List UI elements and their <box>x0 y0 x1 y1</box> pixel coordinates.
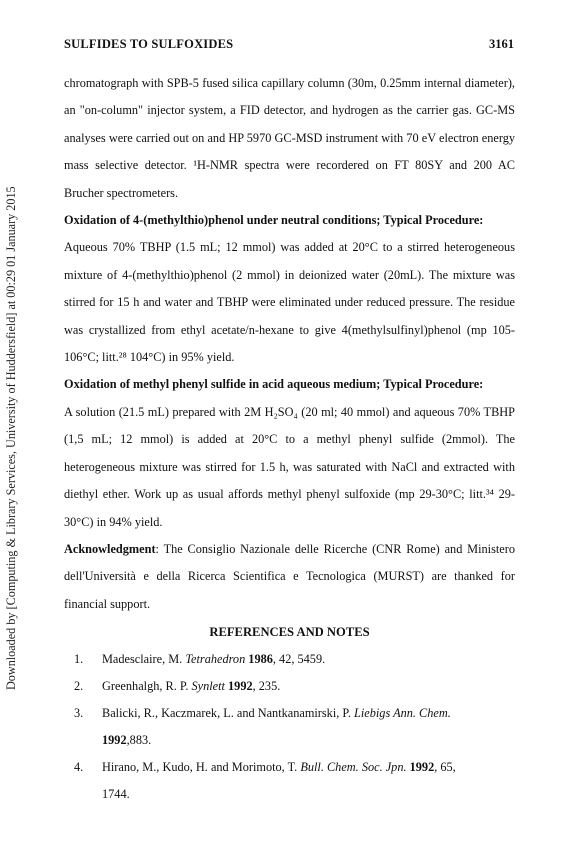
reference-year: 1992 <box>406 760 435 775</box>
reference-authors: Balicki, R., Kaczmarek, L. and Nantkanamirski, P. <box>102 706 355 721</box>
paragraph-neutral-procedure <box>64 207 515 371</box>
acknowledgment-text: : The Consiglio Nazionale delle Ricerche (CNR Rome) and Ministero dell'Università e della Ricerca Scientifica e Tecnologica (MURST) are thanked for financial support. <box>64 541 515 611</box>
reference-item <box>64 754 515 808</box>
references-title: REFERENCES AND NOTES <box>209 625 370 640</box>
reference-authors: Hirano, M., Kudo, H. and Morimoto, T. <box>102 760 301 775</box>
reference-number: 1. <box>74 652 84 667</box>
reference-item <box>64 700 515 754</box>
reference-authors: Madesclaire, M. <box>102 652 186 667</box>
article-body <box>64 70 515 808</box>
reference-year: 1992 <box>102 733 127 748</box>
reference-year: 1986 <box>245 652 273 667</box>
paragraph-acknowledgment <box>64 536 515 618</box>
references-list <box>64 646 515 808</box>
reference-number: 2. <box>74 679 84 694</box>
running-header <box>64 37 514 53</box>
reference-details: , 42, 5459. <box>272 652 326 667</box>
download-stamp: Downloaded by [Computing & Library Services, University of Huddersfield] at 00:29 01 January 2015 <box>4 186 18 690</box>
section-heading-acid: Oxidation of methyl phenyl sulfide in acid aqueous medium; Typical Procedure: <box>64 377 484 392</box>
page-number: 3161 <box>489 37 514 51</box>
reference-details: ,883. <box>126 733 152 748</box>
reference-year: 1992 <box>224 679 253 694</box>
reference-continuation: 1744. <box>102 787 130 802</box>
reference-number: 4. <box>74 760 84 775</box>
paragraph-acid-procedure <box>64 371 515 535</box>
section-heading-neutral: Oxidation of 4-(methylthio)phenol under neutral conditions; Typical Procedure: <box>64 213 484 228</box>
reference-details: , 235. <box>252 679 281 694</box>
paragraph-instrumentation: chromatograph with SPB-5 fused silica capillary column (30m, 0.25mm internal diameter), an "on-column" injector system, a FID detector, and hydrogen as the carrier gas. GC-MS analyses were carried out on and HP 5970 GC-MSD instrument with 70 eV electron energy mass selective detector. ¹H-NMR spectra were recordered on FT 80SY and 200 AC Brucher spectrometers. <box>64 76 515 200</box>
reference-journal: Bull. Chem. Soc. Jpn. <box>300 760 407 775</box>
running-head-title: SULFIDES TO SULFOXIDES <box>64 37 234 51</box>
reference-journal: Liebigs Ann. Chem. <box>354 706 451 721</box>
acknowledgment-label: Acknowledgment <box>64 541 156 556</box>
reference-continuation <box>102 727 515 754</box>
reference-journal: Tetrahedron <box>185 652 246 667</box>
acid-procedure-text: A solution (21.5 mL) prepared with 2M H₂SO₄ (20 ml; 40 mmol) and aqueous 70% TBHP (1,5 mL; 12 mmol) is added at 20°C to a methyl phenyl sulfide (2mmol). The heterogeneous mixture was stirred for 1.5 h, was saturated with NaCl and extracted with diethyl ether. Work up as usual affords methyl phenyl sulfoxide (mp 29-30°C; litt.³⁴ 29-30°C) in 94% yield. <box>64 404 515 529</box>
reference-journal: Synlett <box>191 679 225 694</box>
reference-item <box>64 673 515 700</box>
reference-authors: Greenhalgh, R. P. <box>102 679 192 694</box>
reference-number: 3. <box>74 706 84 721</box>
neutral-procedure-text: Aqueous 70% TBHP (1.5 mL; 12 mmol) was added at 20°C to a stirred heterogeneous mixture of 4-(methylthio)phenol (2 mmol) in deionized water (20mL). The mixture was stirred for 15 h and water and TBHP were eliminated under reduced pressure. The residue was crystallized from ethyl acetate/n-hexane to give 4(methylsulfinyl)phenol (mp 105-106°C; litt.²⁸ 104°C) in 95% yield. <box>64 240 515 365</box>
reference-details: , 65, <box>434 760 456 775</box>
reference-item <box>64 646 515 673</box>
